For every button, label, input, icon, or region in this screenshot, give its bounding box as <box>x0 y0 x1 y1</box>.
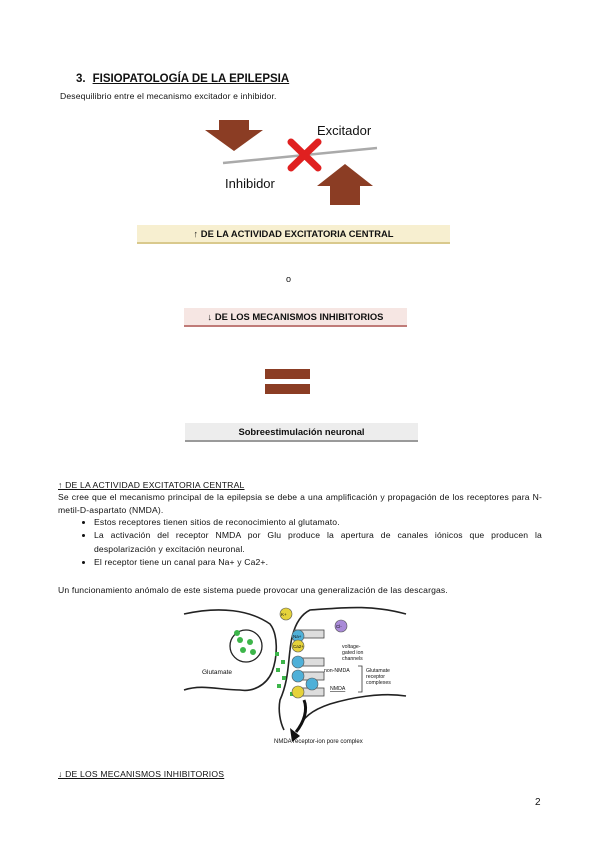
list-item: • Estos receptores tienen sitios de reconocimiento al glutamato. <box>94 516 542 529</box>
section-title: FISIOPATOLOGÍA DE LA EPILEPSIA <box>92 73 290 85</box>
section-excitatory-title: ↑ DE LA ACTIVIDAD EXCITATORIA CENTRAL <box>58 480 245 490</box>
banner-excitatory: ↑ DE LA ACTIVIDAD EXCITATORIA CENTRAL <box>137 225 450 244</box>
up-arrow-shape <box>317 164 373 205</box>
glutamate-dot <box>275 652 279 656</box>
receptor-complexes-label: Glutamate receptor complexes <box>366 668 391 686</box>
voltage-gated-label: voltage- gated ion channels <box>342 644 364 662</box>
ca-ion <box>292 686 304 698</box>
closing-paragraph: Un funcionamiento anómalo de este sistema puede provocar una generalización de las descargas. <box>58 585 448 595</box>
na-ion <box>306 678 318 690</box>
glutamate-dot <box>234 630 240 636</box>
section-heading <box>76 73 289 85</box>
postsynaptic-membrane-lower <box>298 695 406 730</box>
list-item: • El receptor tiene un canal para Na+ y Ca2+. <box>94 556 542 569</box>
equals-bar-bottom <box>265 384 310 394</box>
inhibidor-label: Inhibidor <box>225 176 275 191</box>
glutamate-dot <box>281 660 285 664</box>
glutamate-dot <box>277 684 281 688</box>
glutamate-dot <box>247 639 253 645</box>
glutamate-dot <box>240 647 246 653</box>
glutamate-dot <box>282 676 286 680</box>
page-number: 2 <box>535 797 541 808</box>
ca-ion-label: Ca2+ <box>293 644 304 649</box>
bullet-list <box>58 516 542 570</box>
balance-diagram <box>205 108 395 208</box>
synapse-figure <box>180 600 410 750</box>
glutamate-label: Glutamate <box>202 669 232 676</box>
glutamate-dot <box>276 668 280 672</box>
glutamate-dot <box>237 637 243 643</box>
cl-ion-label: Cl- <box>336 624 342 629</box>
k-ion-label: K+ <box>281 612 287 617</box>
na-ion-label: Na+ <box>293 634 302 639</box>
down-arrow-shape <box>205 120 263 151</box>
na-ion <box>292 656 304 668</box>
banner-inhibitory: ↓ DE LOS MECANISMOS INHIBITORIOS <box>184 308 407 327</box>
glutamate-dot <box>250 649 256 655</box>
or-text: o <box>286 274 292 284</box>
list-item: • La activación del receptor NMDA por Glu produce la apertura de canales iónicos que producen la despolarización y excitación neuronal. <box>94 529 542 556</box>
na-ion <box>292 670 304 682</box>
excitador-label: Excitador <box>317 123 372 138</box>
figure-caption: NMDA receptor-ion pore complex <box>274 739 363 745</box>
section-excitatory-paragraph: Se cree que el mecanismo principal de la epilepsia se debe a una amplificación y propagación de los receptores para N-metil-D-aspartato (NMDA). <box>58 492 542 516</box>
nmda-label: NMDA <box>330 686 346 692</box>
section-inhibitory-title: ↓ DE LOS MECANISMOS INHIBITORIOS <box>58 769 225 779</box>
section-number: 3. <box>76 73 86 85</box>
bracket <box>358 666 362 692</box>
result-banner: Sobreestimulación neuronal <box>185 423 418 442</box>
non-nmda-label: non-NMDA <box>324 668 350 674</box>
arrow-down-icon <box>296 700 306 732</box>
intro-text: Desequilibrio entre el mecanismo excitador e inhibidor. <box>60 91 277 101</box>
equals-bar-top <box>265 369 310 379</box>
